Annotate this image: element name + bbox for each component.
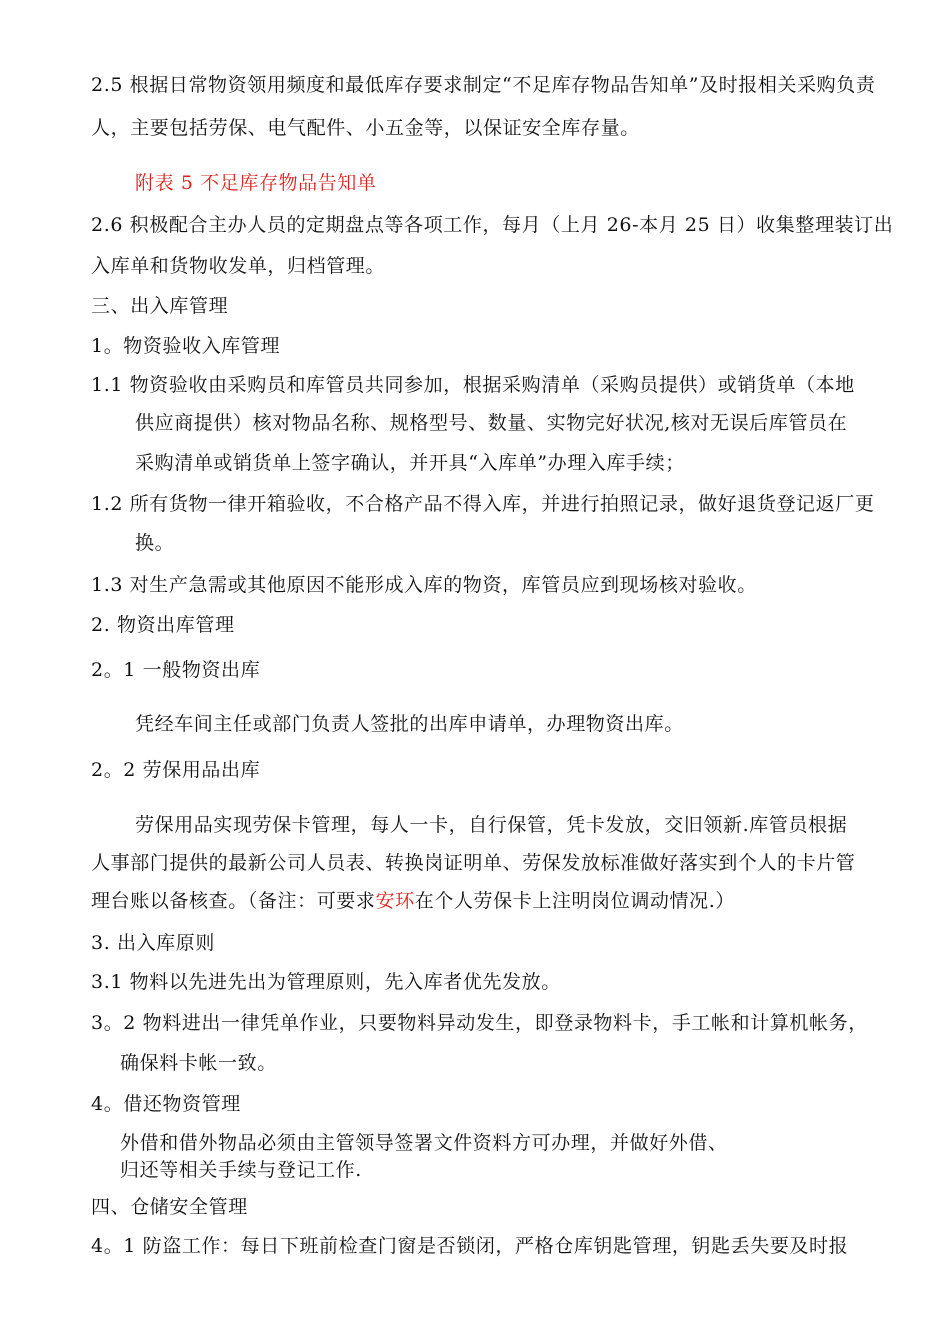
appendix-5-reference: 附表 5 不足库存物品告知单 bbox=[135, 172, 377, 194]
section-2-2-line-2: 人事部门提供的最新公司人员表、转换岗证明单、劳保发放标准做好落实到个人的卡片管 bbox=[91, 852, 856, 874]
section-3-2-line-1: 3。2 物料进出一律凭单作业，只要物料异动发生，即登录物料卡，手工帐和计算机帐务， bbox=[91, 1012, 868, 1034]
section-2-5-line-1: 2.5 根据日常物资领用频度和最低库存要求制定“不足库存物品告知单”及时报相关采购负责 bbox=[91, 74, 876, 96]
section-1-1-line-2: 供应商提供）核对物品名称、规格型号、数量、实物完好状况,核对无误后库管员在 bbox=[135, 412, 848, 434]
section-4-line-1: 外借和借外物品必须由主管领导签署文件资料方可办理，并做好外借、 bbox=[120, 1132, 728, 1154]
section-4-line-2: 归还等相关手续与登记工作. bbox=[120, 1159, 362, 1181]
heading-section-4: 4。借还物资管理 bbox=[91, 1093, 241, 1115]
section-1-2-line-1: 1.2 所有货物一律开箱验收，不合格产品不得入库，并进行拍照记录，做好退货登记返厂更 bbox=[91, 493, 875, 515]
section-1-2-line-2: 换。 bbox=[135, 532, 175, 554]
section-3-2-line-2: 确保料卡帐一致。 bbox=[120, 1052, 277, 1074]
section-1-3: 1.3 对生产急需或其他原因不能形成入库的物资，库管员应到现场核对验收。 bbox=[91, 574, 757, 596]
section-2-5-line-2: 人，主要包括劳保、电气配件、小五金等，以保证安全库存量。 bbox=[91, 117, 640, 139]
heading-chapter-4: 四、仓储安全管理 bbox=[91, 1196, 248, 1218]
section-4-1: 4。1 防盗工作：每日下班前检查门窗是否锁闭，严格仓库钥匙管理，钥匙丢失要及时报 bbox=[91, 1235, 849, 1257]
heading-section-2: 2. 物资出库管理 bbox=[91, 614, 235, 636]
heading-section-2-2: 2。2 劳保用品出库 bbox=[91, 759, 261, 781]
section-2-6-line-1: 2.6 积极配合主办人员的定期盘点等各项工作，每月（上月 26-本月 25 日）收集整理装订出 bbox=[91, 214, 894, 236]
heading-section-1: 1。物资验收入库管理 bbox=[91, 335, 281, 357]
section-1-1-line-3: 采购清单或销货单上签字确认，并开具“入库单”办理入库手续； bbox=[135, 452, 685, 474]
highlight-anhuan: 安环 bbox=[375, 890, 415, 912]
section-2-2-line-3-end: 在个人劳保卡上注明岗位调动情况.） bbox=[414, 890, 735, 912]
section-2-2-line-3 bbox=[91, 888, 735, 914]
section-2-6-line-2: 入库单和货物收发单，归档管理。 bbox=[91, 255, 386, 277]
section-2-1-body: 凭经车间主任或部门负责人签批的出库申请单，办理物资出库。 bbox=[135, 713, 684, 735]
heading-chapter-3: 三、出入库管理 bbox=[91, 295, 229, 317]
heading-section-3: 3. 出入库原则 bbox=[91, 932, 215, 954]
section-1-1-line-1: 1.1 物资验收由采购员和库管员共同参加，根据采购清单（采购员提供）或销货单（本地 bbox=[91, 374, 855, 396]
section-3-1: 3.1 物料以先进先出为管理原则，先入库者优先发放。 bbox=[91, 971, 561, 993]
section-2-2-line-1: 劳保用品实现劳保卡管理，每人一卡，自行保管，凭卡发放，交旧领新.库管员根据 bbox=[135, 814, 848, 836]
heading-section-2-1: 2。1 一般物资出库 bbox=[91, 659, 261, 681]
section-2-2-line-3-start: 理台账以备核查。（备注：可要求 bbox=[91, 890, 376, 912]
